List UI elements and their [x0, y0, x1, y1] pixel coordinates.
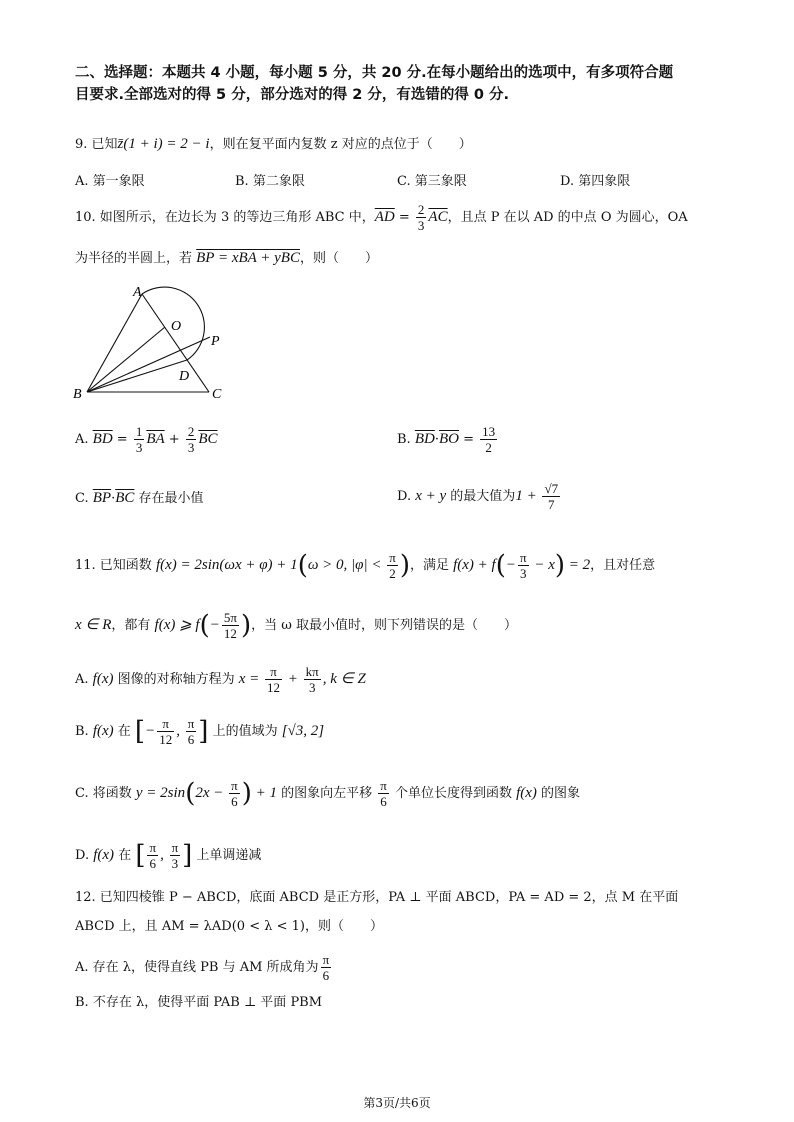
tail: , k ∈ Z: [322, 671, 366, 687]
num: π: [265, 664, 282, 680]
option-letter: B.: [397, 432, 415, 447]
fraction: [304, 664, 321, 695]
mid: ，都有: [111, 618, 155, 633]
den: 6: [231, 794, 238, 809]
num: 2: [187, 424, 195, 439]
option-letter: A.: [75, 672, 93, 687]
q12-option-b[interactable]: B. 不存在 λ，使得平面 PAB ⊥ 平面 PBM: [75, 995, 323, 1010]
x-eq: x =: [238, 671, 264, 687]
den: 3: [520, 566, 527, 581]
fraction-2-3: [416, 202, 427, 233]
fraction: [542, 481, 560, 512]
den: 6: [380, 794, 387, 809]
suffix: ，且对任意: [590, 558, 656, 573]
q10-line2-suffix: ，则（ ）: [299, 251, 378, 266]
eq-b: = 2: [565, 557, 591, 573]
option-letter: C.: [75, 491, 93, 506]
q10-line1-suffix: ，且点 P 在以 AD 的中点 O 为圆心，OA: [447, 210, 688, 225]
num: kπ: [305, 664, 319, 679]
dot: ·: [111, 491, 116, 506]
plus: +: [164, 432, 184, 447]
den: 12: [223, 626, 237, 641]
option-text: A. 存在 λ，使得直线 PB 与 AM 所成角为: [75, 960, 319, 975]
question-11-stem-line2: [75, 610, 517, 641]
vector-bd: $\overline{BD}$: [92, 431, 113, 447]
bracket-open: [: [135, 840, 146, 871]
q9-option-d[interactable]: D. 第四象限: [560, 174, 631, 189]
num: π: [389, 550, 396, 565]
paren-open: (: [199, 610, 210, 641]
den: 3: [308, 680, 316, 695]
q10-vector-equation: BP = xBA + yBC: [196, 250, 300, 266]
fx: f(x): [92, 671, 114, 687]
dot: ·: [434, 432, 439, 447]
option-letter: B.: [75, 724, 93, 739]
fraction: [387, 550, 398, 581]
frac-den: 3: [417, 218, 425, 233]
den: 2: [485, 440, 492, 455]
x-plus-y: x + y: [415, 488, 447, 504]
q9-math: z̄(1 + i) = 2 − i: [117, 136, 210, 152]
comma: ,: [160, 847, 168, 863]
section-header-line1: 二、选择题：本题共 4 小题，每小题 5 分，共 20 分.在每小题给出的选项中，有多项符合题: [75, 65, 674, 81]
in: 在: [113, 724, 135, 739]
tail: 个单位长度得到函数: [390, 786, 517, 801]
q11-option-d[interactable]: [75, 840, 261, 871]
question-10-stem-line2: [75, 248, 378, 269]
paren-close: ): [399, 550, 410, 581]
vector-bc: $\overline{BC}$: [198, 431, 218, 447]
q10-line2-prefix: 为半径的半圆上，若: [75, 251, 197, 266]
num: √7: [544, 481, 559, 496]
q10-eq: =: [394, 210, 414, 225]
question-12-stem-line1: 12. 已知四棱锥 P − ABCD，底面 ABCD 是正方形，PA ⊥ 平面 ABCD，PA = AD = 2，点 M 在平面: [75, 890, 679, 905]
num: 5π: [223, 610, 237, 625]
bracket-open: [: [134, 716, 146, 747]
eq: =: [112, 432, 132, 447]
fraction: [518, 550, 529, 581]
fraction: [222, 610, 239, 641]
option-letter: D.: [397, 489, 416, 504]
fraction: [480, 424, 497, 455]
q9-option-b[interactable]: B. 第二象限: [235, 174, 305, 189]
paren-close: ): [554, 550, 566, 581]
end: 的图象: [536, 786, 581, 801]
vector-bo: $\overline{BO}$: [438, 431, 459, 447]
func: y = 2sin: [135, 785, 186, 801]
q11-option-a[interactable]: [75, 664, 366, 695]
q10-option-d[interactable]: [397, 481, 562, 512]
num: π: [231, 778, 238, 793]
suffix: 存在最小值: [134, 491, 204, 506]
question-12-stem-line2: ABCD 上，且 AM = λAD(0 < λ < 1)，则（ ）: [75, 919, 383, 934]
bracket-close: ]: [198, 716, 209, 747]
fraction: [229, 778, 240, 809]
vector-ba: $\overline{BA}$: [146, 431, 165, 447]
num: π: [322, 952, 330, 967]
den: 7: [548, 497, 555, 512]
mid: ，满足: [409, 558, 454, 573]
triangle-semicircle-figure: [70, 282, 230, 412]
vector-bp: $\overline{BP}$: [92, 490, 112, 506]
paren-close: ): [240, 610, 252, 641]
segment-bp: [87, 337, 210, 392]
paren-open: (: [495, 550, 506, 581]
bracket-close: ]: [182, 840, 193, 871]
vector-bd: $\overline{BD}$: [414, 431, 435, 447]
fraction: [170, 840, 181, 871]
q9-prefix: 9. 已知: [75, 137, 118, 152]
text: 上的值域为: [208, 724, 282, 739]
option-text: C. 将函数: [75, 786, 136, 801]
fraction: [265, 664, 282, 695]
question-10-stem-line1: [75, 202, 688, 233]
option-letter: A.: [75, 432, 93, 447]
page-number: 第3页/共6页: [363, 1096, 431, 1110]
fraction: [134, 424, 145, 455]
den: 6: [322, 968, 330, 983]
question-11-stem-line1: [75, 550, 655, 581]
paren-open: (: [185, 778, 196, 809]
side-ac: [142, 294, 209, 392]
inner: 2x −: [195, 785, 228, 801]
fraction: [321, 952, 332, 983]
num: π: [520, 550, 527, 565]
question-9-options: [75, 172, 715, 192]
label-b: B: [73, 387, 82, 402]
num: 1: [135, 424, 143, 439]
label-o: O: [171, 319, 182, 334]
in: 在: [114, 848, 136, 863]
vector-ac: $\overline{AC}$: [428, 209, 448, 225]
num: π: [171, 840, 179, 855]
neg: −: [145, 723, 156, 739]
minus-x: − x: [530, 557, 555, 573]
q11-option-c[interactable]: [75, 778, 580, 809]
vector-bc: $\overline{BC}$: [115, 490, 135, 506]
fraction: [157, 716, 174, 747]
num: π: [157, 716, 174, 732]
q9-option-c[interactable]: C. 第三象限: [397, 174, 467, 189]
fx: f(x): [93, 847, 115, 863]
den: 6: [149, 856, 157, 871]
den: 2: [389, 566, 396, 581]
section-header: [75, 62, 724, 106]
num: 13: [482, 424, 496, 439]
den: 3: [171, 856, 179, 871]
q10-line1-prefix: 10. 如图所示，在边长为 3 的等边三角形 ABC 中，: [75, 210, 375, 225]
q9-option-a[interactable]: A. 第一象限: [75, 174, 145, 189]
label-d: D: [179, 369, 190, 384]
paren-close: ): [241, 778, 252, 809]
comma: ,: [176, 723, 184, 739]
range: [√3, 2]: [281, 723, 325, 739]
den: 6: [187, 732, 195, 747]
neg: −: [209, 617, 220, 633]
paren-open: (: [297, 550, 308, 581]
vector-ad: $\overline{AD}$: [374, 209, 395, 225]
fraction: [186, 424, 197, 455]
plus: +: [284, 671, 302, 687]
option-letter: D.: [75, 848, 94, 863]
text: 的图象向左平移: [276, 786, 377, 801]
label-a: A: [133, 285, 142, 300]
mid: 的最大值为: [446, 489, 516, 504]
q10-option-b[interactable]: [397, 424, 499, 455]
label-c: C: [212, 387, 222, 402]
q11-option-b[interactable]: [75, 716, 324, 747]
fraction: [186, 716, 197, 747]
fraction: [147, 840, 158, 871]
den: 12: [159, 732, 173, 747]
eq: =: [458, 432, 479, 447]
num: π: [149, 840, 157, 855]
den: 3: [187, 440, 195, 455]
frac-num: 2: [417, 202, 425, 217]
section-header-line2: 目要求.全部选对的得 5 分，部分选对的得 2 分，有选错的得 0 分.: [75, 87, 510, 103]
neg: −: [505, 557, 516, 573]
ineq: f(x) ⩾ f: [154, 617, 200, 633]
label-p: P: [211, 334, 220, 349]
plus-one: + 1: [251, 785, 277, 801]
one-plus: 1 +: [515, 488, 541, 504]
q10-option-a[interactable]: [75, 424, 218, 455]
fx: f(x): [516, 785, 537, 801]
fraction: [378, 778, 389, 809]
den: 3: [135, 440, 143, 455]
text: 图像的对称轴方程为: [113, 672, 239, 687]
fx: f(x): [92, 723, 114, 739]
num: π: [380, 778, 387, 793]
eq-a: f(x) + f: [453, 557, 496, 573]
num: π: [187, 716, 195, 731]
q9-suffix: ，则在复平面内复数 z 对应的点位于（ ）: [209, 137, 472, 152]
condition: ω > 0, |φ| <: [307, 557, 386, 573]
x-in-r: x ∈ R: [75, 617, 112, 633]
question-9-stem: [75, 134, 472, 155]
q11-prefix: 11. 已知函数: [75, 558, 156, 573]
q10-option-c[interactable]: [75, 488, 204, 509]
suffix: ，当 ω 取最小值时，则下列错误的是（ ）: [251, 618, 517, 633]
den: 12: [267, 680, 281, 695]
text: 上单调递减: [192, 848, 262, 863]
segment-bo: [87, 327, 165, 392]
q12-option-a[interactable]: [75, 952, 333, 983]
function-def: f(x) = 2sin(ωx + φ) + 1: [155, 557, 298, 573]
